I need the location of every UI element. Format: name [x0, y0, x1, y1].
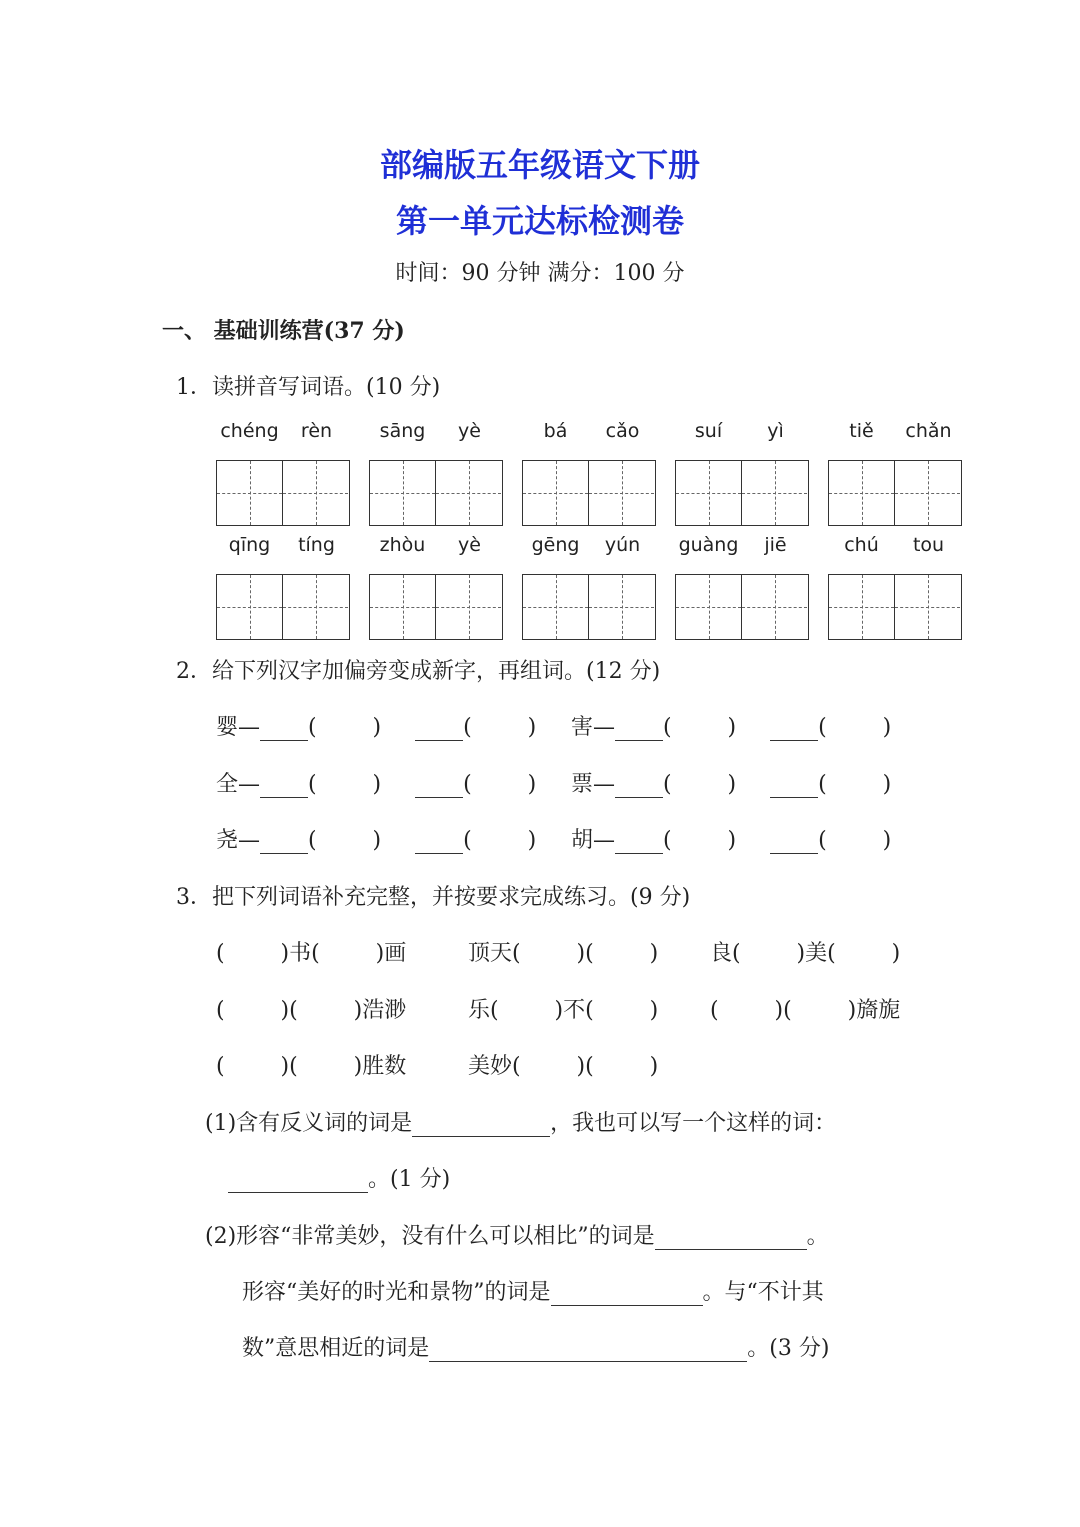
writing-box[interactable]: [435, 575, 501, 639]
page-title: 部编版五年级语文下册: [379, 146, 700, 184]
word-blank[interactable]: ( ): [308, 828, 382, 853]
pinyin-syllable: cǎo: [605, 420, 640, 442]
question-2: 2．给下列汉字加偏旁变成新字，再组词。(12 分): [176, 659, 661, 684]
pinyin-syllable: guàng: [678, 534, 739, 556]
base-character: 票—: [571, 772, 616, 797]
answer-blank[interactable]: [415, 831, 463, 854]
writing-box[interactable]: [282, 461, 348, 525]
radical-item: [216, 823, 536, 854]
pinyin-syllable: yì: [767, 420, 784, 442]
pinyin-word: [522, 420, 656, 526]
base-character: 胡—: [571, 828, 616, 853]
answer-blank[interactable]: [551, 1283, 703, 1306]
pinyin-syllable: chéng: [220, 420, 279, 442]
base-character: 害—: [571, 715, 616, 740]
pinyin-syllable: chú: [844, 534, 879, 556]
word-blank[interactable]: ( ): [818, 715, 892, 740]
pinyin-syllable: yè: [458, 534, 481, 556]
word-blank[interactable]: ( ): [818, 772, 892, 797]
writing-box[interactable]: [894, 461, 960, 525]
writing-box[interactable]: [370, 575, 435, 639]
subquestion-3-1: (1)含有反义词的词是 ，我也可以写一个这样的词：: [205, 1111, 837, 1136]
writing-box[interactable]: [829, 461, 894, 525]
question-3: 3．把下列词语补充完整，并按要求完成练习。(9 分): [176, 885, 691, 910]
base-character: 全—: [216, 772, 261, 797]
pinyin-word: [216, 534, 350, 640]
radical-item: [571, 710, 891, 741]
idiom-blank[interactable]: ( )( )旖旎: [710, 998, 901, 1023]
word-blank[interactable]: ( ): [463, 715, 537, 740]
pinyin-syllable: qīng: [228, 534, 271, 556]
writing-box[interactable]: [588, 575, 654, 639]
answer-blank[interactable]: [615, 831, 663, 854]
answer-blank[interactable]: [228, 1170, 368, 1193]
pinyin-word: [675, 534, 809, 640]
writing-box[interactable]: [676, 575, 741, 639]
writing-box[interactable]: [676, 461, 741, 525]
idiom-blank[interactable]: 良( )美( ): [710, 941, 901, 966]
answer-blank[interactable]: [615, 775, 663, 798]
question-1: 1．读拼音写词语。(10 分): [176, 375, 441, 400]
answer-blank[interactable]: [415, 775, 463, 798]
word-blank[interactable]: ( ): [663, 828, 737, 853]
writing-box[interactable]: [282, 575, 348, 639]
word-blank[interactable]: ( ): [663, 772, 737, 797]
pinyin-word: [675, 420, 809, 526]
word-blank[interactable]: ( ): [818, 828, 892, 853]
subquestion-3-1-cont: 。(1 分): [228, 1162, 450, 1193]
pinyin-syllable: zhòu: [379, 534, 426, 556]
answer-blank[interactable]: [412, 1114, 550, 1137]
writing-box[interactable]: [588, 461, 654, 525]
idiom-blank[interactable]: ( )书( )画: [216, 941, 407, 966]
base-character: 尧—: [216, 828, 261, 853]
pinyin-syllable: rèn: [300, 420, 333, 442]
word-blank[interactable]: ( ): [463, 772, 537, 797]
base-character: 婴—: [216, 715, 261, 740]
writing-box[interactable]: [370, 461, 435, 525]
subquestion-3-2: (2)形容“非常美妙，没有什么可以相比”的词是 。: [205, 1224, 829, 1249]
answer-blank[interactable]: [770, 775, 818, 798]
word-blank[interactable]: ( ): [663, 715, 737, 740]
subquestion-3-2-end: 数”意思相近的词是 。(3 分): [242, 1336, 830, 1361]
pinyin-row: [216, 534, 966, 724]
pinyin-word: [828, 534, 962, 640]
pinyin-syllable: suí: [694, 420, 723, 442]
pinyin-syllable: bá: [543, 420, 568, 442]
word-blank[interactable]: ( ): [463, 828, 537, 853]
idiom-blank[interactable]: 美妙( )( ): [468, 1054, 659, 1079]
writing-box[interactable]: [217, 575, 282, 639]
writing-box[interactable]: [435, 461, 501, 525]
pinyin-syllable: yè: [458, 420, 481, 442]
writing-box[interactable]: [829, 575, 894, 639]
pinyin-word: [369, 534, 503, 640]
idiom-blank[interactable]: 乐( )不( ): [468, 998, 659, 1023]
pinyin-word: [828, 420, 962, 526]
word-blank[interactable]: ( ): [308, 772, 382, 797]
radical-item: [216, 710, 536, 741]
answer-blank[interactable]: [655, 1227, 807, 1250]
writing-box[interactable]: [894, 575, 960, 639]
pinyin-syllable: tiě: [849, 420, 874, 442]
radical-item: [571, 823, 891, 854]
pinyin-syllable: sāng: [379, 420, 426, 442]
idiom-blank[interactable]: ( )( )胜数: [216, 1054, 407, 1079]
answer-blank[interactable]: [770, 718, 818, 741]
pinyin-word: [216, 420, 350, 526]
writing-box[interactable]: [741, 461, 807, 525]
section-heading: 一、 基础训练营(37 分): [162, 318, 405, 344]
answer-blank[interactable]: [260, 831, 308, 854]
pinyin-syllable: gēng: [531, 534, 580, 556]
page-subtitle: 第一单元达标检测卷: [395, 202, 684, 240]
pinyin-syllable: tíng: [298, 534, 335, 556]
idiom-blank[interactable]: 顶天( )( ): [468, 941, 659, 966]
pinyin-syllable: tou: [912, 534, 945, 556]
pinyin-syllable: yún: [604, 534, 641, 556]
writing-box[interactable]: [523, 575, 588, 639]
subquestion-3-2-cont: 形容“美好的时光和景物”的词是 。与“不计其: [242, 1280, 824, 1305]
answer-blank[interactable]: [429, 1339, 747, 1362]
pinyin-syllable: jiē: [764, 534, 787, 556]
answer-blank[interactable]: [260, 718, 308, 741]
word-blank[interactable]: ( ): [308, 715, 382, 740]
writing-box[interactable]: [523, 461, 588, 525]
answer-blank[interactable]: [770, 831, 818, 854]
answer-blank[interactable]: [615, 718, 663, 741]
radical-item: [571, 767, 891, 798]
exam-meta: 时间：90 分钟 满分：100 分: [395, 261, 685, 286]
pinyin-word: [522, 534, 656, 640]
radical-item: [216, 767, 536, 798]
idiom-blank[interactable]: ( )( )浩渺: [216, 998, 407, 1023]
answer-blank[interactable]: [260, 775, 308, 798]
writing-box[interactable]: [741, 575, 807, 639]
pinyin-word: [369, 420, 503, 526]
pinyin-syllable: chǎn: [905, 420, 952, 442]
writing-box[interactable]: [217, 461, 282, 525]
answer-blank[interactable]: [415, 718, 463, 741]
